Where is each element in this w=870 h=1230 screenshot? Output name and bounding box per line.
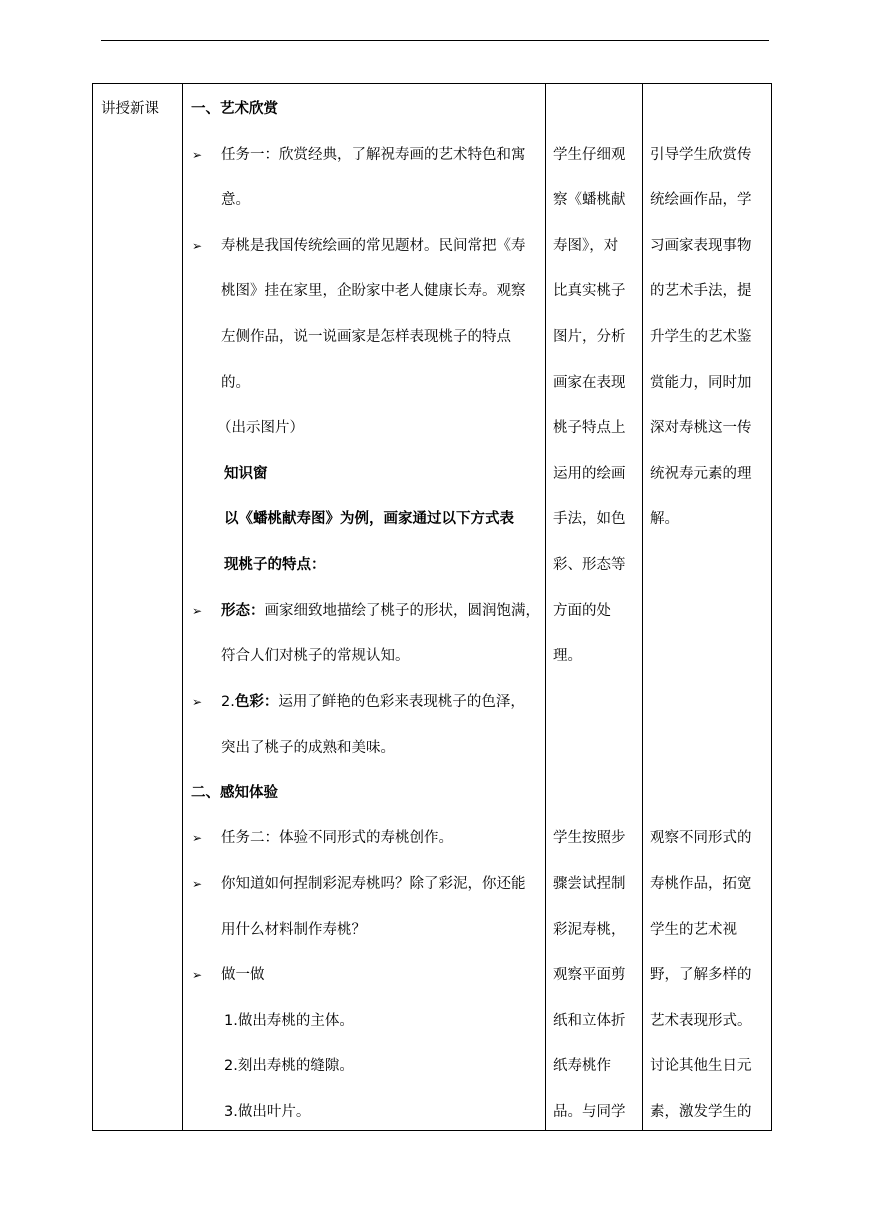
paragraph-line: 寿桃是我国传统绘画的常见题材。民间常把《寿 xyxy=(221,238,526,254)
column-divider xyxy=(642,84,643,1130)
color-label: 色彩： xyxy=(234,694,279,710)
color-number: 2. xyxy=(221,694,235,710)
knowledge-window-title: 知识窗 xyxy=(224,466,268,482)
design-intent-line: 学生的艺术视 xyxy=(650,922,737,938)
student-activity-line: 桃子特点上 xyxy=(553,420,626,436)
student-activity-line: 骤尝试捏制 xyxy=(553,876,626,892)
student-activity-line: 运用的绘画 xyxy=(553,466,626,482)
stage-label: 讲授新课 xyxy=(101,101,159,117)
section-heading-experience: 二、感知体验 xyxy=(191,785,278,801)
step-line: 2.刻出寿桃的缝隙。 xyxy=(224,1058,354,1074)
student-activity-line: 图片，分析 xyxy=(553,329,626,345)
paragraph-line: 左侧作品，说一说画家是怎样表现桃子的特点 xyxy=(221,329,511,345)
design-intent-line: 观察不同形式的 xyxy=(650,830,752,846)
knowledge-line: 现桃子的特点： xyxy=(224,557,326,573)
column-divider xyxy=(545,84,546,1130)
task1-line: 意。 xyxy=(221,192,250,208)
student-activity-line: 学生按照步 xyxy=(553,830,626,846)
design-intent-line: 讨论其他生日元 xyxy=(650,1058,752,1074)
design-intent-line: 统祝寿元素的理 xyxy=(650,466,752,482)
student-activity-line: 彩、形态等 xyxy=(553,557,626,573)
task1-line: 任务一：欣赏经典，了解祝寿画的艺术特色和寓 xyxy=(221,147,526,163)
student-activity-line: 纸寿桃作 xyxy=(553,1058,611,1074)
step-line: 1.做出寿桃的主体。 xyxy=(224,1013,354,1029)
design-intent-line: 深对寿桃这一传 xyxy=(650,420,752,436)
task2-line: 任务二：体验不同形式的寿桃创作。 xyxy=(221,830,453,846)
color-point-line xyxy=(221,692,525,712)
lesson-table xyxy=(92,83,772,1131)
show-picture-note: （出示图片） xyxy=(217,420,304,436)
design-intent-line: 赏能力，同时加 xyxy=(650,375,752,391)
student-activity-line: 纸和立体折 xyxy=(553,1013,626,1029)
student-activity-line: 学生仔细观 xyxy=(553,147,626,163)
student-activity-line: 彩泥寿桃， xyxy=(553,922,626,938)
paragraph-line: 桃图》挂在家里，企盼家中老人健康长寿。观察 xyxy=(221,283,526,299)
color-point-line: 突出了桃子的成熟和美味。 xyxy=(221,740,395,756)
paragraph-line: 的。 xyxy=(221,375,250,391)
design-intent-line: 的艺术手法，提 xyxy=(650,283,752,299)
student-activity-line: 观察平面剪 xyxy=(553,967,626,983)
design-intent-line: 野，了解多样的 xyxy=(650,967,752,983)
student-activity-line: 手法，如色 xyxy=(553,511,626,527)
knowledge-line: 以《蟠桃献寿图》为例，画家通过以下方式表 xyxy=(224,511,514,527)
student-activity-line: 方面的处 xyxy=(553,603,611,619)
column-divider xyxy=(182,84,183,1130)
arrow-bullet-icon: ➢ xyxy=(192,148,203,162)
question-line: 你知道如何捏制彩泥寿桃吗？除了彩泥，你还能 xyxy=(221,876,526,892)
design-intent-line: 习画家表现事物 xyxy=(650,238,752,254)
design-intent-line: 素，激发学生的 xyxy=(650,1104,752,1120)
student-activity-line: 品。与同学 xyxy=(553,1104,626,1120)
student-activity-line: 理。 xyxy=(553,648,582,664)
design-intent-line: 引导学生欣赏传 xyxy=(650,147,752,163)
do-it-title: 做一做 xyxy=(221,967,265,983)
shape-label: 形态： xyxy=(221,603,265,619)
color-text: 运用了鲜艳的色彩来表现桃子的色泽， xyxy=(278,694,525,710)
section-heading-appreciation: 一、艺术欣赏 xyxy=(191,101,278,117)
question-line: 用什么材料制作寿桃？ xyxy=(221,922,366,938)
design-intent-line: 艺术表现形式。 xyxy=(650,1013,752,1029)
arrow-bullet-icon: ➢ xyxy=(192,877,203,891)
design-intent-line: 升学生的艺术鉴 xyxy=(650,329,752,345)
shape-point-line xyxy=(221,601,540,621)
design-intent-line: 解。 xyxy=(650,511,679,527)
student-activity-line: 察《蟠桃献 xyxy=(553,192,626,208)
design-intent-line: 寿桃作品，拓宽 xyxy=(650,876,752,892)
design-intent-line: 统绘画作品，学 xyxy=(650,192,752,208)
student-activity-line: 寿图》，对 xyxy=(553,238,619,254)
shape-text: 画家细致地描绘了桃子的形状，圆润饱满， xyxy=(264,603,540,619)
arrow-bullet-icon: ➢ xyxy=(192,695,203,709)
arrow-bullet-icon: ➢ xyxy=(192,239,203,253)
arrow-bullet-icon: ➢ xyxy=(192,604,203,618)
shape-point-line: 符合人们对桃子的常规认知。 xyxy=(221,648,410,664)
student-activity-line: 比真实桃子 xyxy=(553,283,626,299)
header-rule xyxy=(101,40,769,41)
arrow-bullet-icon: ➢ xyxy=(192,831,203,845)
step-line: 3.做出叶片。 xyxy=(224,1104,311,1120)
student-activity-line: 画家在表现 xyxy=(553,375,626,391)
arrow-bullet-icon: ➢ xyxy=(192,968,203,982)
